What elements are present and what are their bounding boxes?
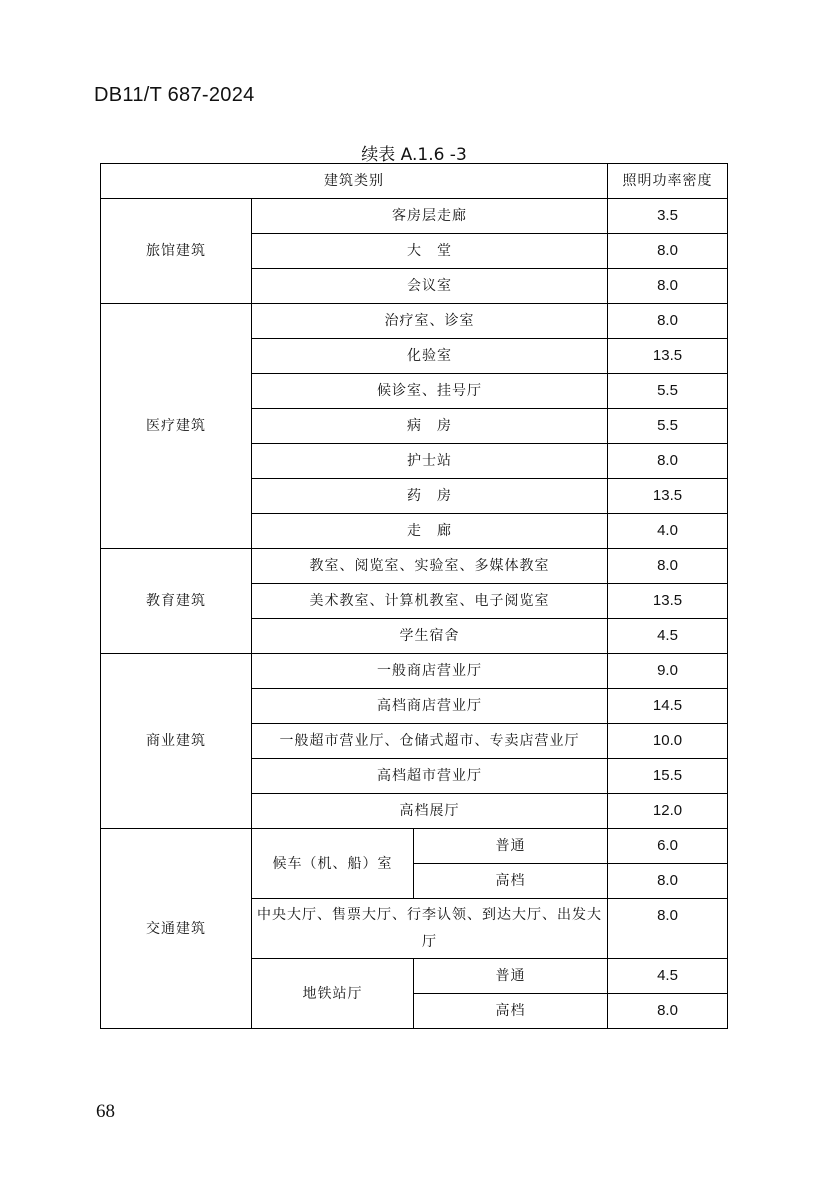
category-transport: 交通建筑	[101, 829, 252, 1029]
room-type: 教室、阅览室、实验室、多媒体教室	[252, 549, 608, 584]
density-value: 8.0	[608, 234, 728, 269]
room-type: 药 房	[252, 479, 608, 514]
density-value: 8.0	[608, 304, 728, 339]
subway-hall: 地铁站厅	[252, 959, 414, 1029]
room-type: 美术教室、计算机教室、电子阅览室	[252, 584, 608, 619]
density-value: 10.0	[608, 724, 728, 759]
density-value: 14.5	[608, 689, 728, 724]
room-type: 一般商店营业厅	[252, 654, 608, 689]
room-type: 会议室	[252, 269, 608, 304]
header-building-category: 建筑类别	[101, 164, 608, 199]
table-header-row	[101, 164, 728, 199]
density-value: 4.5	[608, 619, 728, 654]
room-type: 高档商店营业厅	[252, 689, 608, 724]
density-value: 5.5	[608, 374, 728, 409]
table-row	[101, 304, 728, 339]
density-value: 4.5	[608, 959, 728, 994]
category-commercial: 商业建筑	[101, 654, 252, 829]
density-value: 13.5	[608, 339, 728, 374]
room-type: 走 廊	[252, 514, 608, 549]
waiting-room: 候车（机、船）室	[252, 829, 414, 899]
density-value: 8.0	[608, 864, 728, 899]
room-type: 大 堂	[252, 234, 608, 269]
room-type: 候诊室、挂号厅	[252, 374, 608, 409]
room-type: 客房层走廊	[252, 199, 608, 234]
grade: 高档	[414, 864, 608, 899]
density-value: 9.0	[608, 654, 728, 689]
density-value: 15.5	[608, 759, 728, 794]
category-medical: 医疗建筑	[101, 304, 252, 549]
category-education: 教育建筑	[101, 549, 252, 654]
room-type: 病 房	[252, 409, 608, 444]
density-value: 12.0	[608, 794, 728, 829]
density-value: 8.0	[608, 549, 728, 584]
density-value: 13.5	[608, 584, 728, 619]
density-value: 4.0	[608, 514, 728, 549]
density-value: 3.5	[608, 199, 728, 234]
table-row	[101, 654, 728, 689]
density-value: 13.5	[608, 479, 728, 514]
category-hotel: 旅馆建筑	[101, 199, 252, 304]
grade: 普通	[414, 829, 608, 864]
table-row	[101, 549, 728, 584]
lighting-power-density-table	[100, 163, 728, 1029]
table-row	[101, 199, 728, 234]
page-number: 68	[96, 1101, 115, 1122]
room-type: 学生宿舍	[252, 619, 608, 654]
room-type: 护士站	[252, 444, 608, 479]
header-power-density: 照明功率密度	[608, 164, 728, 199]
room-type: 中央大厅、售票大厅、行李认领、到达大厅、出发大厅	[252, 899, 608, 959]
document-code: DB11/T 687-2024	[94, 84, 255, 106]
density-value: 8.0	[608, 269, 728, 304]
density-value: 8.0	[608, 994, 728, 1029]
grade: 高档	[414, 994, 608, 1029]
table-caption: 续表 A.1.6 -3	[361, 145, 467, 165]
grade: 普通	[414, 959, 608, 994]
room-type: 一般超市营业厅、仓储式超市、专卖店营业厅	[252, 724, 608, 759]
density-value: 8.0	[608, 444, 728, 479]
density-value: 8.0	[608, 899, 728, 959]
room-type: 高档展厅	[252, 794, 608, 829]
room-type: 化验室	[252, 339, 608, 374]
table-row	[101, 829, 728, 864]
density-value: 6.0	[608, 829, 728, 864]
density-value: 5.5	[608, 409, 728, 444]
room-type: 高档超市营业厅	[252, 759, 608, 794]
room-type: 治疗室、诊室	[252, 304, 608, 339]
